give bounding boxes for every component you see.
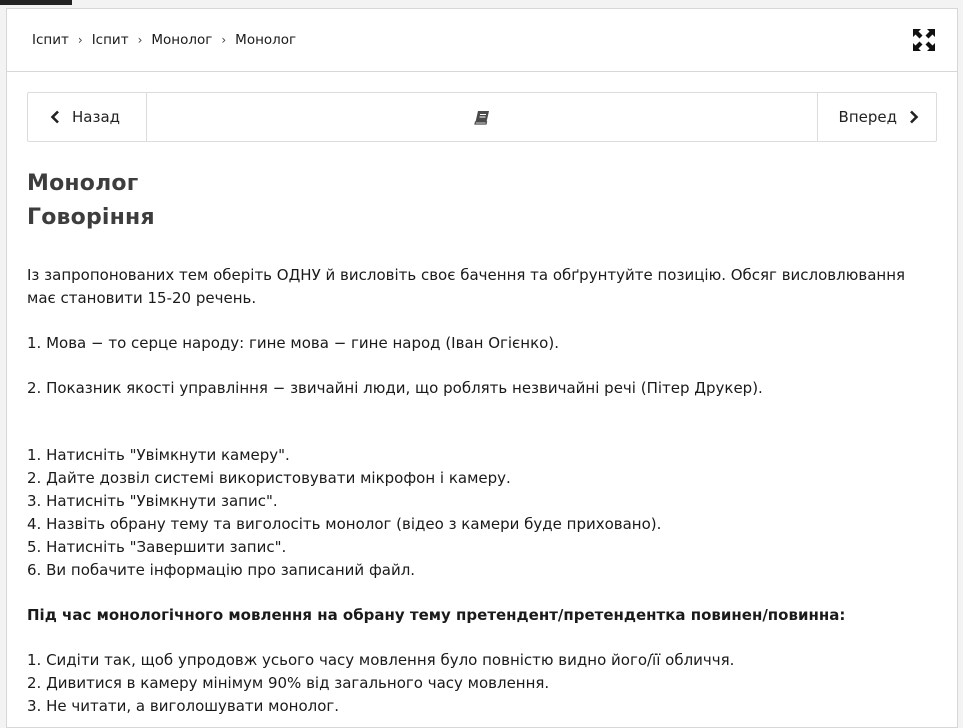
step-item: 5. Натисніть "Завершити запис". <box>27 538 287 556</box>
main-content <box>7 72 957 718</box>
task-description <box>27 264 937 718</box>
chevron-right-icon: › <box>77 33 83 47</box>
instruction-steps <box>27 444 937 582</box>
book-icon <box>474 110 490 125</box>
intro-paragraph: Із запропонованих тем оберіть ОДНУ й висловіть своє бачення та обґрунтуйте позицію. Обсяг висловлювання має становити 15-20 речень. <box>27 266 906 307</box>
rules-list <box>27 649 937 718</box>
chevron-left-icon <box>50 110 60 124</box>
next-button-label: Вперед <box>838 108 897 126</box>
rule-item: 3. Не читати, а виголошувати монолог. <box>27 697 340 715</box>
lesson-navigation <box>27 92 937 142</box>
chevron-right-icon: › <box>221 33 227 47</box>
spacer <box>27 422 937 444</box>
rule-item: 2. Дивитися в камеру мінімум 90% від загального часу мовлення. <box>27 674 550 692</box>
content-frame <box>6 8 958 728</box>
lesson-title <box>27 167 937 235</box>
next-button[interactable] <box>817 93 936 141</box>
page-title: Монолог <box>27 171 139 196</box>
breadcrumb <box>32 32 296 48</box>
back-button[interactable] <box>28 93 147 141</box>
step-item: 2. Дайте дозвіл системі використовувати мікрофон і камеру. <box>27 469 511 487</box>
contents-button[interactable] <box>147 93 817 141</box>
step-item: 6. Ви побачите інформацію про записаний файл. <box>27 561 416 579</box>
top-accent-bar <box>0 0 72 5</box>
back-button-label: Назад <box>72 108 121 126</box>
page-subtitle: Говоріння <box>27 205 155 230</box>
breadcrumb-item[interactable]: Монолог <box>235 32 297 48</box>
rules-heading: Під час монологічного мовлення на обрану тему претендент/претендентка повинен/повинна: <box>27 606 846 624</box>
step-item: 4. Назвіть обрану тему та виголосіть монолог (відео з камери буде приховано). <box>27 515 662 533</box>
topic-item: 2. Показник якості управління − звичайні люди, що роблять незвичайні речі (Пітер Друкер). <box>27 379 763 397</box>
expand-icon <box>912 28 936 52</box>
breadcrumb-item[interactable]: Іспит <box>32 32 69 48</box>
chevron-right-icon <box>909 110 919 124</box>
chevron-right-icon: › <box>137 33 143 47</box>
step-item: 3. Натисніть "Увімкнути запис". <box>27 492 278 510</box>
breadcrumb-item[interactable]: Монолог <box>151 32 213 48</box>
fullscreen-button[interactable] <box>911 27 937 53</box>
topic-item: 1. Мова − то серце народу: гине мова − гине народ (Іван Огієнко). <box>27 334 559 352</box>
breadcrumb-item[interactable]: Іспит <box>91 32 129 48</box>
rule-item: 1. Сидіти так, щоб упродовж усього часу мовлення було повністю видно його/її обличчя. <box>27 651 735 669</box>
page-header <box>7 9 957 72</box>
step-item: 1. Натисніть "Увімкнути камеру". <box>27 446 290 464</box>
